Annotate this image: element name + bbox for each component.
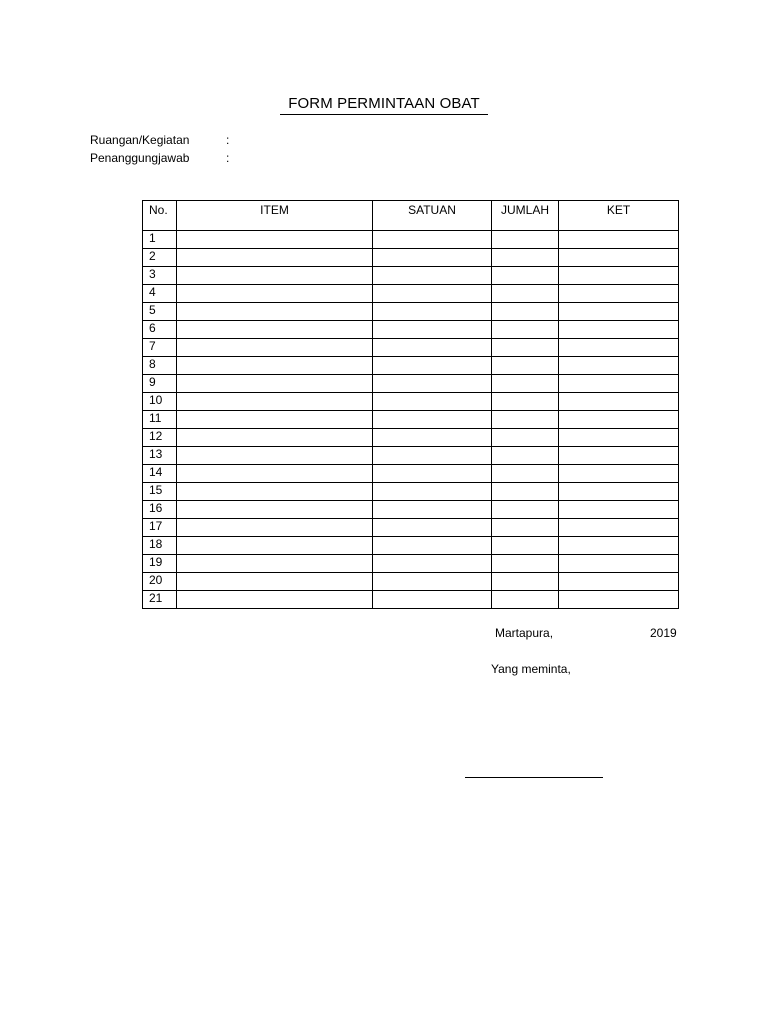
table-row (143, 303, 679, 321)
table-row (143, 393, 679, 411)
footer-city: Martapura, (495, 626, 554, 640)
header-item: ITEM (177, 201, 373, 231)
cell-jumlah[interactable] (492, 537, 559, 555)
form-title: FORM PERMINTAAN OBAT (280, 95, 488, 115)
cell-item[interactable] (177, 375, 373, 393)
cell-satuan[interactable] (373, 537, 492, 555)
cell-no: 14 (143, 465, 177, 483)
table-row (143, 339, 679, 357)
cell-no: 20 (143, 573, 177, 591)
cell-item[interactable] (177, 537, 373, 555)
cell-item[interactable] (177, 339, 373, 357)
cell-no: 8 (143, 357, 177, 375)
cell-ket[interactable] (559, 573, 679, 591)
cell-jumlah[interactable] (492, 375, 559, 393)
cell-ket[interactable] (559, 429, 679, 447)
cell-jumlah[interactable] (492, 573, 559, 591)
cell-jumlah[interactable] (492, 321, 559, 339)
cell-no: 15 (143, 483, 177, 501)
cell-jumlah[interactable] (492, 267, 559, 285)
cell-item[interactable] (177, 411, 373, 429)
table-row (143, 357, 679, 375)
cell-ket[interactable] (559, 465, 679, 483)
header-ket: KET (559, 201, 679, 231)
cell-item[interactable] (177, 465, 373, 483)
cell-ket[interactable] (559, 321, 679, 339)
cell-jumlah[interactable] (492, 555, 559, 573)
cell-no: 12 (143, 429, 177, 447)
table-row (143, 555, 679, 573)
cell-satuan[interactable] (373, 321, 492, 339)
cell-no: 7 (143, 339, 177, 357)
cell-jumlah[interactable] (492, 483, 559, 501)
cell-no: 21 (143, 591, 177, 609)
cell-no: 17 (143, 519, 177, 537)
cell-jumlah[interactable] (492, 249, 559, 267)
table-row (143, 267, 679, 285)
table-row (143, 501, 679, 519)
cell-ket[interactable] (559, 267, 679, 285)
cell-ket[interactable] (559, 483, 679, 501)
cell-jumlah[interactable] (492, 357, 559, 375)
cell-satuan[interactable] (373, 591, 492, 609)
table-row (143, 231, 679, 249)
cell-no: 13 (143, 447, 177, 465)
cell-jumlah[interactable] (492, 285, 559, 303)
cell-no: 18 (143, 537, 177, 555)
cell-jumlah[interactable] (492, 339, 559, 357)
cell-item[interactable] (177, 285, 373, 303)
table-row (143, 447, 679, 465)
cell-item[interactable] (177, 267, 373, 285)
cell-satuan[interactable] (373, 429, 492, 447)
cell-satuan[interactable] (373, 303, 492, 321)
cell-item[interactable] (177, 573, 373, 591)
cell-satuan[interactable] (373, 501, 492, 519)
cell-ket[interactable] (559, 375, 679, 393)
cell-satuan[interactable] (373, 231, 492, 249)
table-row (143, 519, 679, 537)
items-table (142, 200, 679, 609)
cell-satuan[interactable] (373, 375, 492, 393)
cell-item[interactable] (177, 519, 373, 537)
cell-ket[interactable] (559, 339, 679, 357)
cell-jumlah[interactable] (492, 429, 559, 447)
cell-jumlah[interactable] (492, 393, 559, 411)
cell-item[interactable] (177, 591, 373, 609)
cell-no: 1 (143, 231, 177, 249)
cell-ket[interactable] (559, 501, 679, 519)
cell-ket[interactable] (559, 303, 679, 321)
cell-ket[interactable] (559, 519, 679, 537)
cell-jumlah[interactable] (492, 231, 559, 249)
cell-jumlah[interactable] (492, 591, 559, 609)
header-jumlah: JUMLAH (492, 201, 559, 231)
table-row (143, 285, 679, 303)
table-row (143, 465, 679, 483)
cell-ket[interactable] (559, 393, 679, 411)
footer-year: 2019 (650, 626, 677, 640)
cell-jumlah[interactable] (492, 303, 559, 321)
table-row (143, 591, 679, 609)
cell-satuan[interactable] (373, 411, 492, 429)
cell-no: 6 (143, 321, 177, 339)
cell-ket[interactable] (559, 537, 679, 555)
cell-no: 19 (143, 555, 177, 573)
cell-ket[interactable] (559, 285, 679, 303)
field-penanggungjawab (90, 151, 229, 165)
cell-jumlah[interactable] (492, 465, 559, 483)
cell-item[interactable] (177, 393, 373, 411)
cell-jumlah[interactable] (492, 519, 559, 537)
cell-satuan[interactable] (373, 357, 492, 375)
cell-jumlah[interactable] (492, 447, 559, 465)
table-row (143, 321, 679, 339)
cell-no: 11 (143, 411, 177, 429)
cell-satuan[interactable] (373, 339, 492, 357)
cell-satuan[interactable] (373, 465, 492, 483)
cell-item[interactable] (177, 303, 373, 321)
table-row (143, 249, 679, 267)
header-satuan: SATUAN (373, 201, 492, 231)
cell-no: 2 (143, 249, 177, 267)
cell-no: 16 (143, 501, 177, 519)
cell-satuan[interactable] (373, 393, 492, 411)
cell-no: 4 (143, 285, 177, 303)
signature-line (465, 777, 603, 778)
table-row (143, 483, 679, 501)
footer-requester: Yang meminta, (491, 662, 571, 676)
cell-no: 5 (143, 303, 177, 321)
cell-ket[interactable] (559, 591, 679, 609)
cell-satuan[interactable] (373, 267, 492, 285)
cell-ket[interactable] (559, 249, 679, 267)
cell-satuan[interactable] (373, 519, 492, 537)
table-row (143, 411, 679, 429)
cell-ket[interactable] (559, 231, 679, 249)
table-row (143, 429, 679, 447)
cell-item[interactable] (177, 321, 373, 339)
cell-item[interactable] (177, 501, 373, 519)
field-ruangan-colon: : (226, 133, 230, 147)
table-header-row (143, 201, 679, 231)
cell-satuan[interactable] (373, 555, 492, 573)
field-penanggungjawab-label: Penanggungjawab (90, 151, 190, 165)
cell-ket[interactable] (559, 411, 679, 429)
cell-item[interactable] (177, 483, 373, 501)
cell-satuan[interactable] (373, 483, 492, 501)
table-row (143, 573, 679, 591)
header-no: No. (143, 201, 177, 231)
cell-ket[interactable] (559, 447, 679, 465)
field-ruangan (90, 133, 229, 147)
cell-satuan[interactable] (373, 447, 492, 465)
cell-item[interactable] (177, 555, 373, 573)
cell-ket[interactable] (559, 555, 679, 573)
field-penanggungjawab-colon: : (226, 151, 230, 165)
cell-no: 10 (143, 393, 177, 411)
cell-item[interactable] (177, 429, 373, 447)
cell-satuan[interactable] (373, 573, 492, 591)
cell-item[interactable] (177, 249, 373, 267)
cell-ket[interactable] (559, 357, 679, 375)
field-ruangan-label: Ruangan/Kegiatan (90, 133, 190, 147)
cell-satuan[interactable] (373, 285, 492, 303)
cell-no: 3 (143, 267, 177, 285)
cell-item[interactable] (177, 231, 373, 249)
cell-no: 9 (143, 375, 177, 393)
cell-item[interactable] (177, 447, 373, 465)
cell-jumlah[interactable] (492, 501, 559, 519)
table-row (143, 537, 679, 555)
cell-jumlah[interactable] (492, 411, 559, 429)
table-row (143, 375, 679, 393)
cell-item[interactable] (177, 357, 373, 375)
cell-satuan[interactable] (373, 249, 492, 267)
